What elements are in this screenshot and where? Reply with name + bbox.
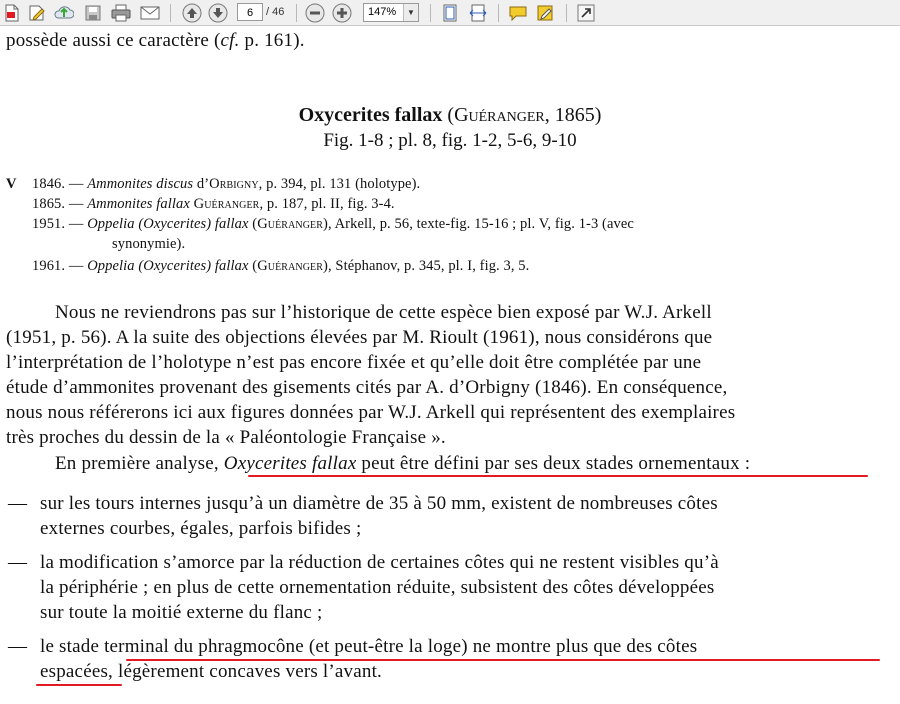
paragraph-line: En première analyse, Oxycerites fallax peut être défini par ses deux stades ornementaux : — [55, 453, 751, 474]
bullet-line: le stade terminal du phragmocône (et peut-être la loge) ne montre plus que des côtes — [40, 636, 698, 657]
document-page — [0, 26, 900, 704]
reference-entry: 1961. — Oppelia (Oxycerites) fallax (Guéranger), Stéphanov, p. 345, pl. I, fig. 3, 5. — [32, 258, 530, 274]
reference-entry: 1846. — Ammonites discus d’Orbigny, p. 394, pl. 131 (holotype). — [32, 176, 421, 192]
previous-page-icon[interactable] — [182, 3, 202, 23]
highlight-icon[interactable] — [536, 3, 556, 23]
upload-icon[interactable] — [54, 3, 74, 23]
paragraph-line: (1951, p. 56). A la suite des objections élevées par M. Rioult (1961), nous considérons que — [6, 327, 713, 348]
bullet-line: la modification s’amorce par la réduction de certaines côtes qui ne restent visibles qu’à — [40, 552, 719, 573]
save-icon[interactable] — [83, 3, 103, 23]
chevron-down-icon[interactable]: ▼ — [403, 4, 418, 21]
reference-entry: V — [6, 176, 17, 192]
fit-width-icon[interactable] — [468, 3, 488, 23]
bullet-line: espacées, légèrement concaves vers l’avant. — [40, 661, 382, 682]
bullet-dash: — — [8, 552, 28, 573]
toolbar-separator — [566, 4, 567, 22]
paragraph-line: l’interprétation de l’holotype n’est pas encore fixée et qu’elle doit être complétée par une — [6, 352, 702, 373]
zoom-select[interactable] — [363, 3, 419, 22]
print-icon[interactable] — [111, 3, 131, 23]
zoom-out-icon[interactable] — [305, 3, 325, 23]
reference-entry-continued: synonymie). — [112, 236, 186, 252]
toolbar-separator — [296, 4, 297, 22]
new-document-icon[interactable] — [2, 3, 22, 23]
red-underline-annotation — [248, 475, 868, 477]
page-total-label: / 46 — [266, 6, 285, 18]
reference-entry: 1865. — Ammonites fallax Guéranger, p. 187, pl. II, fig. 3-4. — [32, 196, 395, 212]
bullet-line: externes courbes, égales, parfois bifides ; — [40, 518, 362, 539]
email-icon[interactable] — [140, 3, 160, 23]
pdf-toolbar — [0, 0, 900, 26]
toolbar-separator — [430, 4, 431, 22]
zoom-value: 147% — [368, 6, 397, 18]
next-page-icon[interactable] — [208, 3, 228, 23]
text-line: possède aussi ce caractère (cf. p. 161). — [6, 30, 305, 51]
figure-reference: Fig. 1-8 ; pl. 8, fig. 1-2, 5-6, 9-10 — [323, 130, 577, 151]
paragraph-line: étude d’ammonites provenant des gisements cités par A. d’Orbigny (1846). En conséquence, — [6, 377, 728, 398]
bullet-dash: — — [8, 636, 28, 657]
paragraph-line: très proches du dessin de la « Paléontologie Française ». — [6, 427, 446, 448]
paragraph-line: nous nous référerons ici aux figures données par W.J. Arkell qui représentent des exemplaires — [6, 402, 736, 423]
comment-icon[interactable] — [508, 3, 528, 23]
bullet-line: sur les tours internes jusqu’à un diamètre de 35 à 50 mm, existent de nombreuses côtes — [40, 493, 718, 514]
edit-icon[interactable] — [27, 3, 47, 23]
zoom-in-icon[interactable] — [332, 3, 352, 23]
bullet-line: sur toute la moitié externe du flanc ; — [40, 602, 323, 623]
reference-entry: 1951. — Oppelia (Oxycerites) fallax (Guéranger), Arkell, p. 56, texte-fig. 15-16 ; pl. V, fig. 1-3 (avec — [32, 216, 634, 232]
paragraph-line: Nous ne reviendrons pas sur l’historique de cette espèce bien exposé par W.J. Arkell — [55, 302, 712, 323]
toolbar-separator — [498, 4, 499, 22]
expand-icon[interactable] — [576, 3, 596, 23]
bullet-dash: — — [8, 493, 28, 514]
toolbar-separator — [170, 4, 171, 22]
page-number-input[interactable]: 6 — [237, 3, 263, 21]
bullet-line: la périphérie ; en plus de cette ornementation réduite, subsistent des côtes développées — [40, 577, 715, 598]
species-heading: Oxycerites fallax (Guéranger, 1865) — [298, 104, 602, 126]
fit-page-icon[interactable] — [440, 3, 460, 23]
red-underline-annotation — [36, 684, 122, 686]
